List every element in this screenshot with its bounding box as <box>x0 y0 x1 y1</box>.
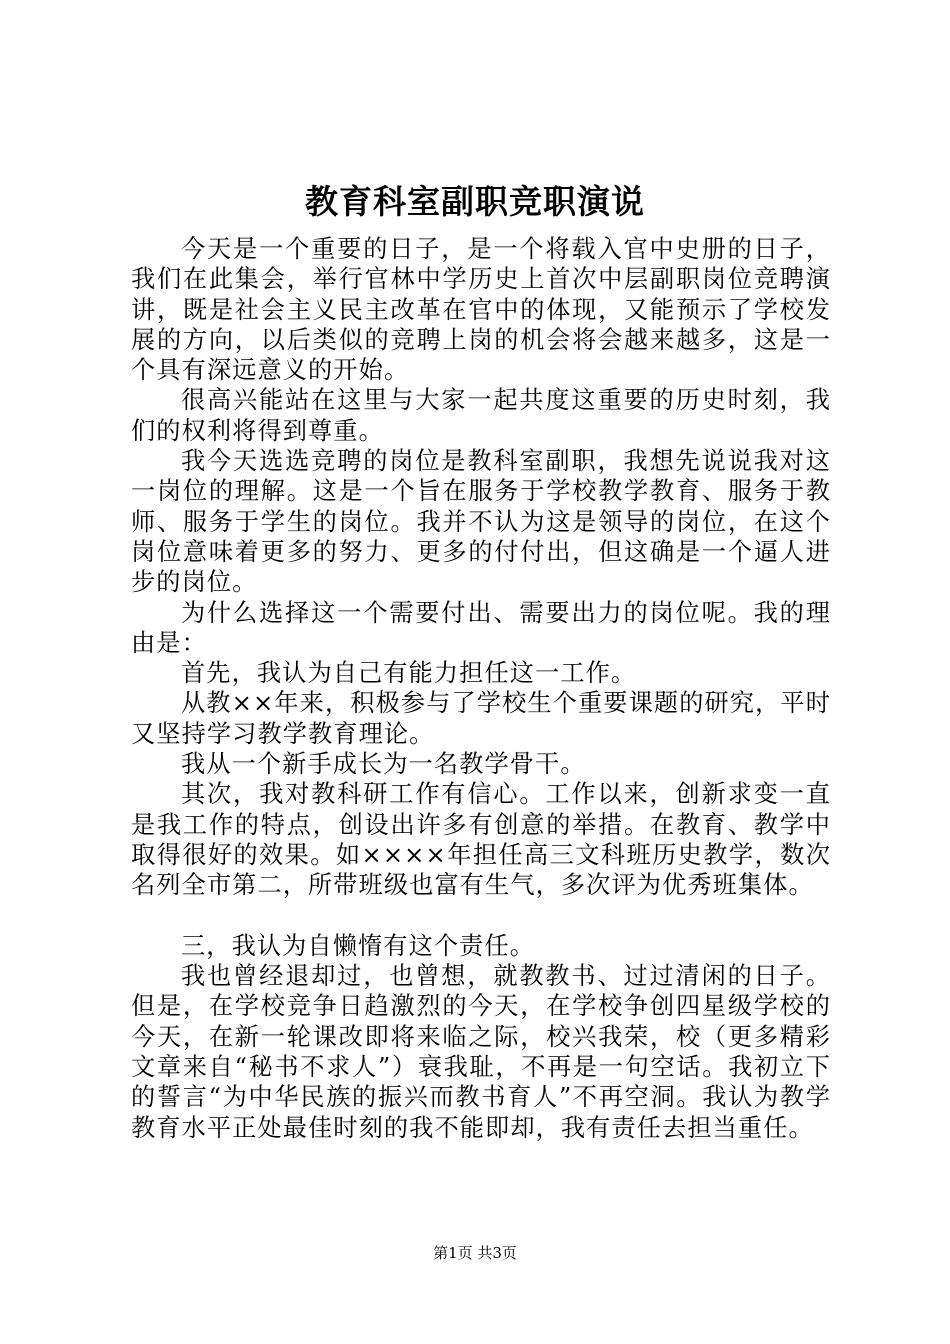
document-title: 教育科室副职竞职演说 <box>305 182 645 221</box>
paragraph-why-choose: 为什么选择这一个需要付出、需要出力的岗位呢。我的理由是： <box>131 598 831 657</box>
paragraph-reason-first: 首先，我认为自己有能力担任这一工作。 <box>181 659 637 688</box>
paragraph-reason-second: 其次，我对教科研工作有信心。工作以来，创新求变一直是我工作的特点，创设出许多有创意的举措。在教育、教学中取得很好的效果。如××××年担任高三文科班历史教学，数次名列全市第二，所带班级也富有生气，多次评为优秀班集体。 <box>131 780 831 900</box>
paragraph-growth: 我从一个新手成长为一名教学骨干。 <box>181 750 586 779</box>
paragraph-spacer <box>131 901 831 931</box>
paragraph-experience: 从教××年来，积极参与了学校生个重要课题的研究，平时又坚持学习教学教育理论。 <box>131 689 831 748</box>
paragraph-opening: 今天是一个重要的日子，是一个将载入官中史册的日子，我们在此集会，举行官林中学历史上首次中层副职岗位竞聘演讲，既是社会主义民主改革在官中的体现，又能预示了学校发展的方向，以后类似的竞聘上岗的机会将会越来越多，这是一个具有深远意义的开始。 <box>131 235 831 385</box>
paragraph-responsibility: 我也曾经退却过，也曾想，就教教书、过过清闲的日子。但是，在学校竞争日趋激烈的今天，在学校争创四星级学校的今天，在新一轮课改即将来临之际，校兴我荣，校（更多精彩文章来自“秘书不求人”）衰我耻，不再是一句空话。我初立下的誓言“为中华民族的振兴而教书育人”不再空洞。我认为教学教育水平正处最佳时刻的我不能即却，我有责任去担当重任。 <box>131 962 831 1142</box>
paragraph-honored: 很高兴能站在这里与大家一起共度这重要的历史时刻，我们的权利将得到尊重。 <box>131 386 831 445</box>
paragraph-reason-third: 三，我认为自懒惰有这个责任。 <box>181 931 536 960</box>
document-body <box>131 234 831 1143</box>
page-footer: 第1页 共3页 <box>433 1244 517 1262</box>
paragraph-position-understanding: 我今天选选竞聘的岗位是教科室副职，我想先说说我对这一岗位的理解。这是一个旨在服务于学校教学教育、服务于教师、服务于学生的岗位。我并不认为这是领导的岗位，在这个岗位意味着更多的努力、更多的付付出，但这确是一个逼人进步的岗位。 <box>131 447 831 597</box>
